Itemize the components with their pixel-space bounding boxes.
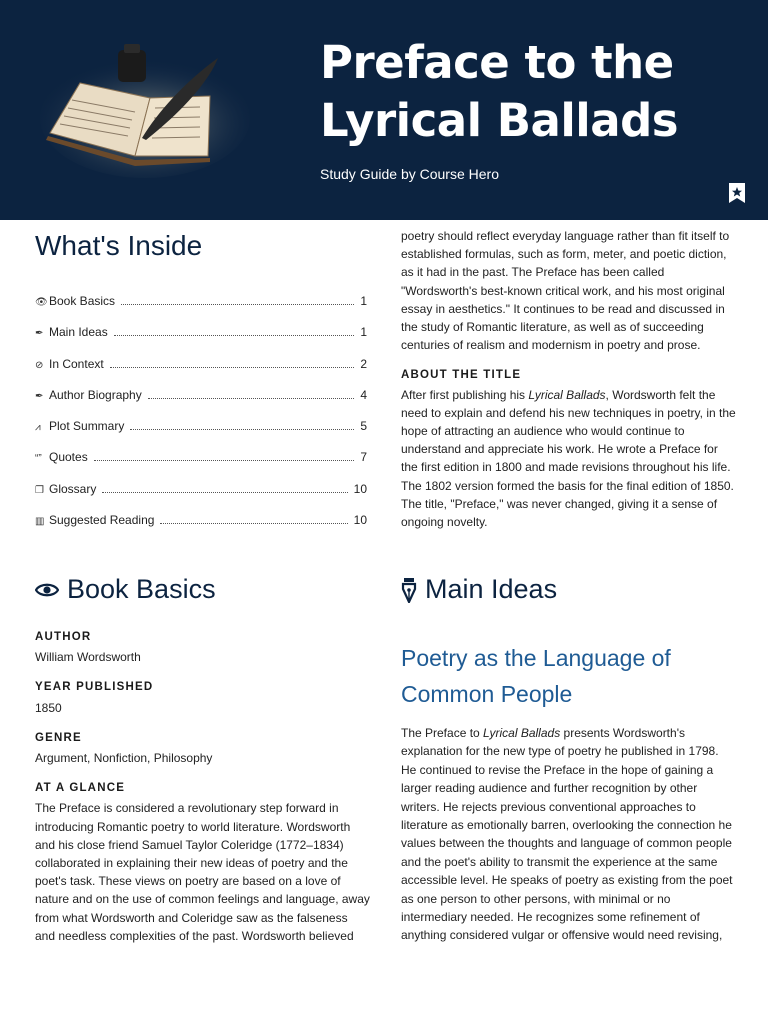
about-title-text xyxy=(401,386,736,532)
header-banner xyxy=(0,0,768,220)
toc-item-page: 1 xyxy=(360,294,367,308)
toc-item-glossary[interactable] xyxy=(35,482,367,513)
toc-item-label: Book Basics xyxy=(49,294,116,308)
toc-item-label: Plot Summary xyxy=(49,419,125,434)
toc-leader-dots xyxy=(102,485,347,493)
toc-item-label: Author Biography xyxy=(49,387,142,402)
toc-item-page: 7 xyxy=(360,450,367,465)
toc-item-label: Quotes xyxy=(49,450,88,465)
pen-nib-icon: ✒ xyxy=(35,390,44,402)
toc-item-quotes[interactable] xyxy=(35,450,367,481)
quote-icon: “” xyxy=(35,453,42,465)
course-hero-logo-icon xyxy=(728,183,746,203)
books-icon: ▥ xyxy=(35,516,45,528)
toc-item-in-context[interactable] xyxy=(35,357,367,388)
main-idea-text-2: presents Wordsworth's explanation for the new type of poetry he published in 1798. He continued to revise the Preface in the hope of gaining a larger reading audience and further recognition by other writers. He rejects previous conventional approaches to literature as emotionally barren, overlooking the connection he values between the thoughts and language of common people and the poet's ability to transmit the experience at the same accessible level. He speaks of poetry as existing from the poet as one person to other persons, with minimal or no intermediary needed. He recognizes some refinement of anything considered vulgar or offensive would need revising, xyxy=(401,726,733,943)
at-a-glance-text: The Preface is considered a revolutionary step forward in introducing Romantic poetry to world literature. Wordsworth and his close friend Samuel Taylor Coleridge (1772–1834) collaborated in explaining their new ideas of poetry and the poet's task. These views on poetry are based on a love of nature and on the use of common feelings and language, away from what Wordsworth and Coleridge saw as the falseness and needless complexities of the past. Wordsworth believed xyxy=(35,801,370,943)
toc-item-page: 1 xyxy=(360,325,367,340)
at-a-glance-label: AT A GLANCE xyxy=(35,782,126,795)
pen-nib-icon xyxy=(401,577,417,603)
toc-leader-dots xyxy=(148,391,355,399)
toc-item-page: 10 xyxy=(353,513,367,528)
eye-icon: 👁 xyxy=(35,297,48,308)
toc-leader-dots xyxy=(110,360,355,368)
intro-continued-column xyxy=(401,227,736,531)
author-value: William Wordsworth xyxy=(35,650,141,665)
main-idea-subheading: Poetry as the Language of Common People xyxy=(401,645,671,707)
toc-item-label: Glossary xyxy=(49,481,97,496)
toc-item-page: 10 xyxy=(353,481,367,496)
main-ideas-heading xyxy=(401,574,557,605)
about-title-label: ABOUT THE TITLE xyxy=(401,369,522,382)
glossary-icon: ❐ xyxy=(35,484,44,496)
about-title-text-1: After first publishing his xyxy=(401,387,529,402)
toc-item-label: In Context xyxy=(49,356,104,371)
book-basics-heading xyxy=(35,574,216,605)
author-label: AUTHOR xyxy=(35,631,92,643)
main-idea-italic: Lyrical Ballads xyxy=(483,726,561,740)
toc-leader-dots xyxy=(114,328,355,336)
toc-item-label: Main Ideas xyxy=(49,325,108,340)
toc-item-label: Suggested Reading xyxy=(49,513,155,528)
toc-item-book-basics[interactable] xyxy=(35,294,367,325)
genre-label: GENRE xyxy=(35,731,82,744)
genre-value: Argument, Nonfiction, Philosophy xyxy=(35,751,213,766)
toc-item-plot-summary[interactable] xyxy=(35,419,367,450)
book-and-quill-illustration xyxy=(40,38,250,178)
about-title-text-2: , Wordsworth felt the need to explain and defend his new techniques in poetry, in the hope of attracting an audience who would continue to understand and appreciate his work. He wrote a Preface for the first edition in 1800 and made revisions throughout his life. The 1802 version formed the basis for the final edition of 1850. The title, "Preface," was never changed, giving it a sense of ongoing novelty. xyxy=(401,387,736,530)
title-line-1: Preface to the xyxy=(320,36,674,89)
main-idea-text xyxy=(401,724,736,945)
toc-leader-dots xyxy=(130,422,354,430)
toc-item-page: 4 xyxy=(360,387,367,402)
toc-leader-dots xyxy=(160,516,347,524)
book-basics-heading-text: Book Basics xyxy=(67,574,216,604)
whats-inside-heading: What's Inside xyxy=(35,230,203,261)
toc-item-page: 5 xyxy=(360,419,367,434)
main-idea-text-1: The Preface to xyxy=(401,726,484,740)
toc-item-page: 2 xyxy=(360,356,367,371)
table-of-contents xyxy=(35,294,367,544)
toc-item-author-biography[interactable] xyxy=(35,388,367,419)
toc-item-suggested-reading[interactable] xyxy=(35,513,367,544)
chart-icon: ⩘ xyxy=(35,422,41,434)
toc-leader-dots xyxy=(121,297,354,305)
title-line-2: Lyrical Ballads xyxy=(320,94,679,147)
toc-item-main-ideas[interactable] xyxy=(35,325,367,356)
year-label: YEAR PUBLISHED xyxy=(35,681,154,694)
document-subtitle: Study Guide by Course Hero xyxy=(320,166,499,182)
main-ideas-heading-text: Main Ideas xyxy=(425,574,558,604)
document-title xyxy=(320,34,740,150)
year-value: 1850 xyxy=(35,700,62,715)
about-title-italic: Lyrical Ballads xyxy=(528,387,606,402)
book-basics-section xyxy=(35,628,370,945)
intro-continued-text: poetry should reflect everyday language rather than fit itself to established formulas, such as form, meter, and poetic diction, as it had in the past. The Preface has been called "Wordsworth's best-known critical work, and his most original essay in aesthetics." It continues to be read and discussed in the study of Romantic literature, as well as of succeeding centuries of realism and modernism in poetry and prose. xyxy=(401,229,730,353)
toc-leader-dots xyxy=(94,453,355,461)
eye-icon xyxy=(35,582,59,598)
compass-icon: ⊘ xyxy=(35,359,44,371)
pen-nib-icon: ✒ xyxy=(35,328,44,340)
